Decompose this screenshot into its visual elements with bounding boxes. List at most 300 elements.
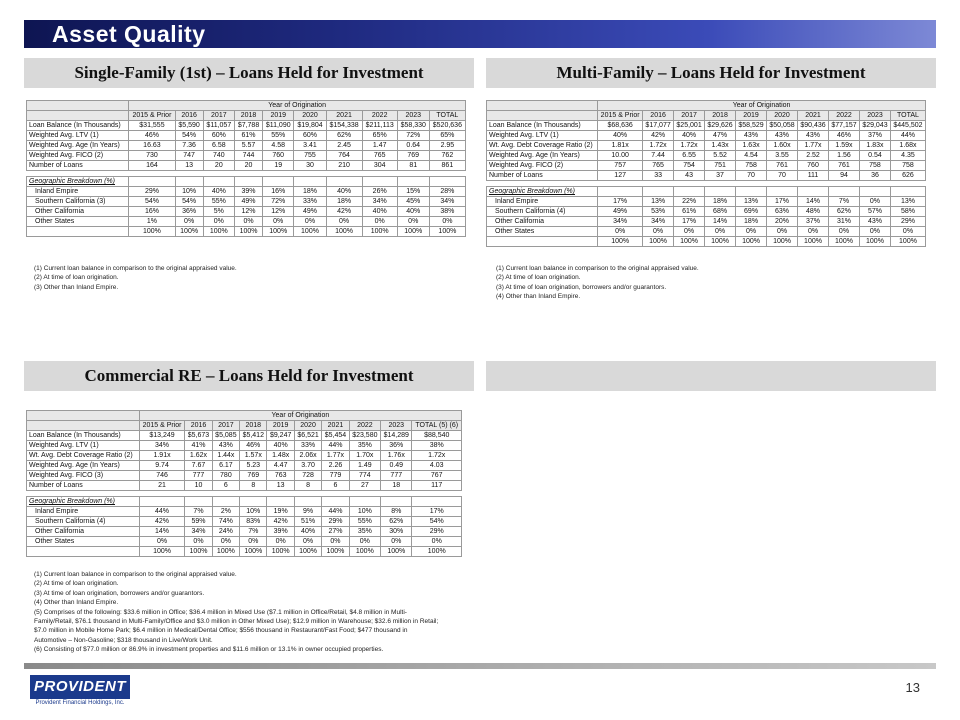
cell: 13% — [890, 197, 925, 207]
cell: 43% — [859, 217, 890, 227]
geo-label: Southern California (3) — [27, 197, 129, 207]
cell: 2.06x — [294, 451, 321, 461]
cell: 1.59x — [829, 141, 860, 151]
column-header: 2018 — [235, 111, 263, 121]
cell: 36 — [859, 171, 890, 181]
row-label: Weighted Avg. Age (In Years) — [487, 151, 598, 161]
cell: 0% — [235, 217, 263, 227]
cell: $29,626 — [705, 121, 736, 131]
cell: 49% — [235, 197, 263, 207]
cell: 762 — [429, 151, 465, 161]
cell: 40% — [294, 527, 321, 537]
cell: 27 — [349, 481, 380, 491]
cell: 100% — [859, 237, 890, 247]
cell: 758 — [890, 161, 925, 171]
cell: 34% — [362, 197, 397, 207]
cell: 29% — [412, 527, 462, 537]
cell: 210 — [326, 161, 362, 171]
cell: $29,043 — [859, 121, 890, 131]
table-row — [27, 481, 462, 491]
cell: 6 — [212, 481, 239, 491]
single-family-heading — [24, 58, 474, 88]
table-row — [27, 461, 462, 471]
cell: 60% — [203, 131, 234, 141]
table-row — [27, 451, 462, 461]
cell: 10% — [240, 507, 267, 517]
total-label — [487, 237, 598, 247]
cell: 43% — [798, 131, 829, 141]
total-row — [487, 237, 926, 247]
geo-label: Other States — [27, 217, 129, 227]
cell: 0% — [240, 537, 267, 547]
cell: 100% — [829, 237, 860, 247]
cell: 13 — [175, 161, 203, 171]
cell: 7% — [185, 507, 212, 517]
table-row — [27, 161, 466, 171]
cell: 111 — [798, 171, 829, 181]
cell: $58,529 — [736, 121, 767, 131]
geo-title-row — [27, 497, 462, 507]
geo-row — [27, 197, 466, 207]
cell: 28% — [429, 187, 465, 197]
geo-row — [27, 217, 466, 227]
row-label: Weighted Avg. LTV (1) — [487, 131, 598, 141]
column-header: 2021 — [322, 421, 349, 431]
cell: 3.41 — [294, 141, 326, 151]
geo-label: Southern California (4) — [27, 517, 140, 527]
cell: 30 — [294, 161, 326, 171]
geo-label: Other California — [27, 527, 140, 537]
cell: 100% — [294, 547, 321, 557]
geo-label: Other States — [27, 537, 140, 547]
column-header: 2018 — [705, 111, 736, 121]
cell: 0% — [294, 537, 321, 547]
cell: 0% — [767, 227, 798, 237]
cell — [674, 187, 705, 197]
cell: 0% — [322, 537, 349, 547]
table-row — [487, 171, 926, 181]
cell: 164 — [129, 161, 175, 171]
cell: 747 — [175, 151, 203, 161]
cell: 40% — [203, 187, 234, 197]
table-row — [487, 161, 926, 171]
cell: 10% — [349, 507, 380, 517]
cell: 100% — [326, 227, 362, 237]
cell: 6.55 — [674, 151, 705, 161]
cell: 8 — [294, 481, 321, 491]
cell: 57% — [859, 207, 890, 217]
footer-divider — [24, 663, 936, 669]
provident-logo — [30, 675, 130, 709]
cell: 40% — [326, 187, 362, 197]
cell: 1.44x — [212, 451, 239, 461]
cell: 765 — [643, 161, 674, 171]
cell: 0% — [859, 227, 890, 237]
column-header: 2019 — [267, 421, 294, 431]
cell — [412, 497, 462, 507]
cell: 24% — [212, 527, 239, 537]
cell: 12% — [235, 207, 263, 217]
cell: 100% — [175, 227, 203, 237]
cell: 39% — [235, 187, 263, 197]
cell: 17% — [767, 197, 798, 207]
cell — [129, 177, 175, 187]
table-row — [487, 151, 926, 161]
group-caption: Year of Origination — [598, 101, 926, 111]
group-caption-row — [27, 101, 466, 111]
geo-title: Geographic Breakdown (%) — [27, 177, 129, 187]
cell: 2.95 — [429, 141, 465, 151]
title-bar — [24, 20, 936, 48]
column-header: 2016 — [185, 421, 212, 431]
cell: 751 — [705, 161, 736, 171]
column-header: 2019 — [262, 111, 293, 121]
cell — [643, 187, 674, 197]
cell: 20% — [767, 217, 798, 227]
cell: 35% — [349, 527, 380, 537]
group-caption: Year of Origination — [129, 101, 466, 111]
cell: 13 — [267, 481, 294, 491]
cell: 0% — [674, 227, 705, 237]
cell: 4.58 — [262, 141, 293, 151]
cell: 54% — [175, 197, 203, 207]
cell: 69% — [736, 207, 767, 217]
cell: 755 — [294, 151, 326, 161]
cell — [235, 177, 263, 187]
cell: 19 — [262, 161, 293, 171]
cell: $77,157 — [829, 121, 860, 131]
cell: 100% — [674, 237, 705, 247]
cell: 100% — [349, 547, 380, 557]
cell: 0% — [397, 217, 429, 227]
cell: 37% — [859, 131, 890, 141]
cell: 0% — [643, 227, 674, 237]
footnote: (4) Other than Inland Empire. — [496, 293, 581, 301]
table-row — [487, 131, 926, 141]
cell — [598, 187, 643, 197]
cell: 740 — [203, 151, 234, 161]
multi-family-heading — [486, 58, 936, 88]
row-label: Loan Balance (In Thousands) — [27, 121, 129, 131]
cell: $9,247 — [267, 431, 294, 441]
footnote: (3) At time of loan origination, borrowers and/or guarantors. — [496, 283, 667, 291]
cell — [859, 187, 890, 197]
footnote: $7.0 million in Mobile Home Park; $6.4 million in Medical/Dental Office; $556 thousand in Restaurant/Fast Food; $477 thousand in — [34, 627, 408, 635]
row-label: Wt. Avg. Debt Coverage Ratio (2) — [487, 141, 598, 151]
column-header: 2021 — [798, 111, 829, 121]
cell: 765 — [362, 151, 397, 161]
geo-row — [27, 527, 462, 537]
column-header: TOTAL (5) (6) — [412, 421, 462, 431]
cell: 1.60x — [767, 141, 798, 151]
cell: 100% — [412, 547, 462, 557]
cell: 2.26 — [322, 461, 349, 471]
cell — [326, 177, 362, 187]
geo-label: Other States — [487, 227, 598, 237]
cell: 0% — [139, 537, 185, 547]
cell: 21 — [139, 481, 185, 491]
cell: 44% — [890, 131, 925, 141]
cell: $5,412 — [240, 431, 267, 441]
cell: 5% — [203, 207, 234, 217]
cell: 0% — [175, 217, 203, 227]
cell: 0% — [362, 217, 397, 227]
cell: 1.83x — [859, 141, 890, 151]
cell — [705, 187, 736, 197]
cell: 51% — [294, 517, 321, 527]
cell: 127 — [598, 171, 643, 181]
column-header: 2017 — [212, 421, 239, 431]
cell: 34% — [643, 217, 674, 227]
cell: 0.54 — [859, 151, 890, 161]
corner-cell — [27, 101, 129, 111]
group-caption-row — [487, 101, 926, 111]
cell: 61% — [235, 131, 263, 141]
cell: 2.52 — [798, 151, 829, 161]
cell: 55% — [262, 131, 293, 141]
cell: 17% — [598, 197, 643, 207]
cell: 728 — [294, 471, 321, 481]
cell: 1.81x — [598, 141, 643, 151]
single-family-table — [26, 100, 466, 237]
cell: 1.77x — [798, 141, 829, 151]
cell — [294, 177, 326, 187]
cell: 47% — [705, 131, 736, 141]
cell: 17% — [674, 217, 705, 227]
cell: 38% — [412, 441, 462, 451]
column-header: 2023 — [381, 421, 412, 431]
row-label: Number of Loans — [27, 481, 140, 491]
cell — [349, 497, 380, 507]
cell: 0% — [212, 537, 239, 547]
cell — [203, 177, 234, 187]
cell: 100% — [203, 227, 234, 237]
cell: 9.74 — [139, 461, 185, 471]
cell: $445,502 — [890, 121, 925, 131]
cell — [890, 187, 925, 197]
cell: 81 — [397, 161, 429, 171]
cell: 44% — [139, 507, 185, 517]
cell: 55% — [203, 197, 234, 207]
multi-family-table — [486, 100, 926, 247]
column-header: 2022 — [829, 111, 860, 121]
cell: 100% — [362, 227, 397, 237]
cell: 777 — [185, 471, 212, 481]
cell: 58% — [890, 207, 925, 217]
cell — [736, 187, 767, 197]
cell: 7.44 — [643, 151, 674, 161]
cell: $14,289 — [381, 431, 412, 441]
commercial-notes — [34, 570, 438, 655]
cell: 7% — [829, 197, 860, 207]
cell: 18 — [381, 481, 412, 491]
cell: 769 — [397, 151, 429, 161]
cell: 304 — [362, 161, 397, 171]
cell: 754 — [674, 161, 705, 171]
footnote: (1) Current loan balance in comparison to the original appraised value. — [34, 571, 237, 578]
row-label: Number of Loans — [487, 171, 598, 181]
column-header: 2020 — [767, 111, 798, 121]
cell: 37 — [705, 171, 736, 181]
row-label: Weighted Avg. FICO (3) — [27, 471, 140, 481]
cell: 30% — [381, 527, 412, 537]
column-header: 2016 — [175, 111, 203, 121]
cell — [381, 497, 412, 507]
geo-title: Geographic Breakdown (%) — [487, 187, 598, 197]
cell: 16% — [262, 187, 293, 197]
row-label: Wt. Avg. Debt Coverage Ratio (2) — [27, 451, 140, 461]
cell: 730 — [129, 151, 175, 161]
cell: 70 — [767, 171, 798, 181]
page-number: 13 — [905, 680, 920, 695]
cell — [139, 497, 185, 507]
cell: $5,454 — [322, 431, 349, 441]
cell: 761 — [829, 161, 860, 171]
cell: 100% — [890, 237, 925, 247]
cell: 68% — [705, 207, 736, 217]
cell: 1.76x — [381, 451, 412, 461]
geo-label: Southern California (4) — [487, 207, 598, 217]
commercial-heading-text: Commercial RE – Loans Held for Investment — [84, 366, 414, 385]
cell: 13% — [643, 197, 674, 207]
cell: 8 — [240, 481, 267, 491]
footnote: (2) At time of loan origination. — [34, 274, 119, 282]
footnote: (2) At time of loan origination. — [496, 274, 581, 282]
row-label: Weighted Avg. LTV (1) — [27, 131, 129, 141]
footnote: (3) Other than Inland Empire. — [34, 283, 119, 291]
table-row — [487, 141, 926, 151]
geo-row — [27, 517, 462, 527]
cell: 100% — [705, 237, 736, 247]
cell: 1.68x — [890, 141, 925, 151]
cell: 18% — [705, 197, 736, 207]
footnote: Automotive – Non-Gasoline; $318 thousand in Live/Work Unit. — [34, 636, 213, 644]
geo-title: Geographic Breakdown (%) — [27, 497, 140, 507]
geo-row — [27, 507, 462, 517]
cell: 13% — [736, 197, 767, 207]
cell: 1.47 — [362, 141, 397, 151]
cell: 19% — [267, 507, 294, 517]
table-row — [27, 471, 462, 481]
cell: 100% — [139, 547, 185, 557]
cell: 46% — [240, 441, 267, 451]
cell: 36% — [381, 441, 412, 451]
cell: 94 — [829, 171, 860, 181]
cell: 33% — [294, 441, 321, 451]
cell: 14% — [139, 527, 185, 537]
cell: $23,580 — [349, 431, 380, 441]
cell: 63% — [767, 207, 798, 217]
cell: 1.48x — [267, 451, 294, 461]
cell: $68,636 — [598, 121, 643, 131]
cell: 20 — [203, 161, 234, 171]
cell: 22% — [674, 197, 705, 207]
cell: 7% — [240, 527, 267, 537]
cell: 44% — [322, 441, 349, 451]
cell: 39% — [267, 527, 294, 537]
cell: 26% — [362, 187, 397, 197]
column-header: 2017 — [674, 111, 705, 121]
total-row — [27, 547, 462, 557]
row-label: Weighted Avg. Age (In Years) — [27, 141, 129, 151]
cell: 100% — [240, 547, 267, 557]
cell: 16% — [129, 207, 175, 217]
cell: 0% — [203, 217, 234, 227]
corner-cell — [27, 111, 129, 121]
cell: 34% — [598, 217, 643, 227]
row-label: Number of Loans — [27, 161, 129, 171]
cell: $50,058 — [767, 121, 798, 131]
cell — [429, 177, 465, 187]
corner-cell — [487, 101, 598, 111]
cell: 6.58 — [203, 141, 234, 151]
cell: 83% — [240, 517, 267, 527]
cell: 2.45 — [326, 141, 362, 151]
cell: 17% — [412, 507, 462, 517]
cell: $11,057 — [203, 121, 234, 131]
cell: 744 — [235, 151, 263, 161]
cell — [362, 177, 397, 187]
cell: 0.64 — [397, 141, 429, 151]
cell: 100% — [185, 547, 212, 557]
cell: 0% — [736, 227, 767, 237]
cell: 1.72x — [643, 141, 674, 151]
cell — [397, 177, 429, 187]
cell: 1.62x — [185, 451, 212, 461]
cell: $5,673 — [185, 431, 212, 441]
commercial-table — [26, 410, 462, 557]
geo-row — [27, 187, 466, 197]
cell: 3.70 — [294, 461, 321, 471]
footnote: (6) Consisting of $77.0 million or 86.9% in investment properties and $11.6 million or 13.1% in owner occupied properties. — [34, 646, 384, 654]
cell: $17,077 — [643, 121, 674, 131]
geo-title-row — [487, 187, 926, 197]
cell — [262, 177, 293, 187]
cell: 10.00 — [598, 151, 643, 161]
table-row — [27, 431, 462, 441]
cell: 49% — [598, 207, 643, 217]
cell: 36% — [175, 207, 203, 217]
cell: 0% — [798, 227, 829, 237]
cell: 65% — [429, 131, 465, 141]
geo-label: Inland Empire — [27, 507, 140, 517]
column-header: 2015 & Prior — [129, 111, 175, 121]
cell: $90,436 — [798, 121, 829, 131]
cell: 5.52 — [705, 151, 736, 161]
cell: 4.03 — [412, 461, 462, 471]
commercial-heading — [24, 361, 474, 391]
table-row — [27, 441, 462, 451]
column-header-row — [27, 421, 462, 431]
cell: 40% — [674, 131, 705, 141]
cell: 43% — [212, 441, 239, 451]
cell: 2% — [212, 507, 239, 517]
corner-cell — [27, 421, 140, 431]
cell: 38% — [429, 207, 465, 217]
cell: 72% — [397, 131, 429, 141]
cell: 1% — [129, 217, 175, 227]
cell: 100% — [235, 227, 263, 237]
cell: $31,555 — [129, 121, 175, 131]
cell: $19,804 — [294, 121, 326, 131]
column-header: 2017 — [203, 111, 234, 121]
cell: 48% — [798, 207, 829, 217]
cell: 1.70x — [349, 451, 380, 461]
group-caption-row — [27, 411, 462, 421]
column-header: 2023 — [397, 111, 429, 121]
footnote: (5) Comprises of the following: $33.6 million in Office; $36.4 million in Mixed Use ($7.1 million in Office/Retail, $4.8 million in Multi- — [34, 608, 407, 616]
cell: 14% — [798, 197, 829, 207]
